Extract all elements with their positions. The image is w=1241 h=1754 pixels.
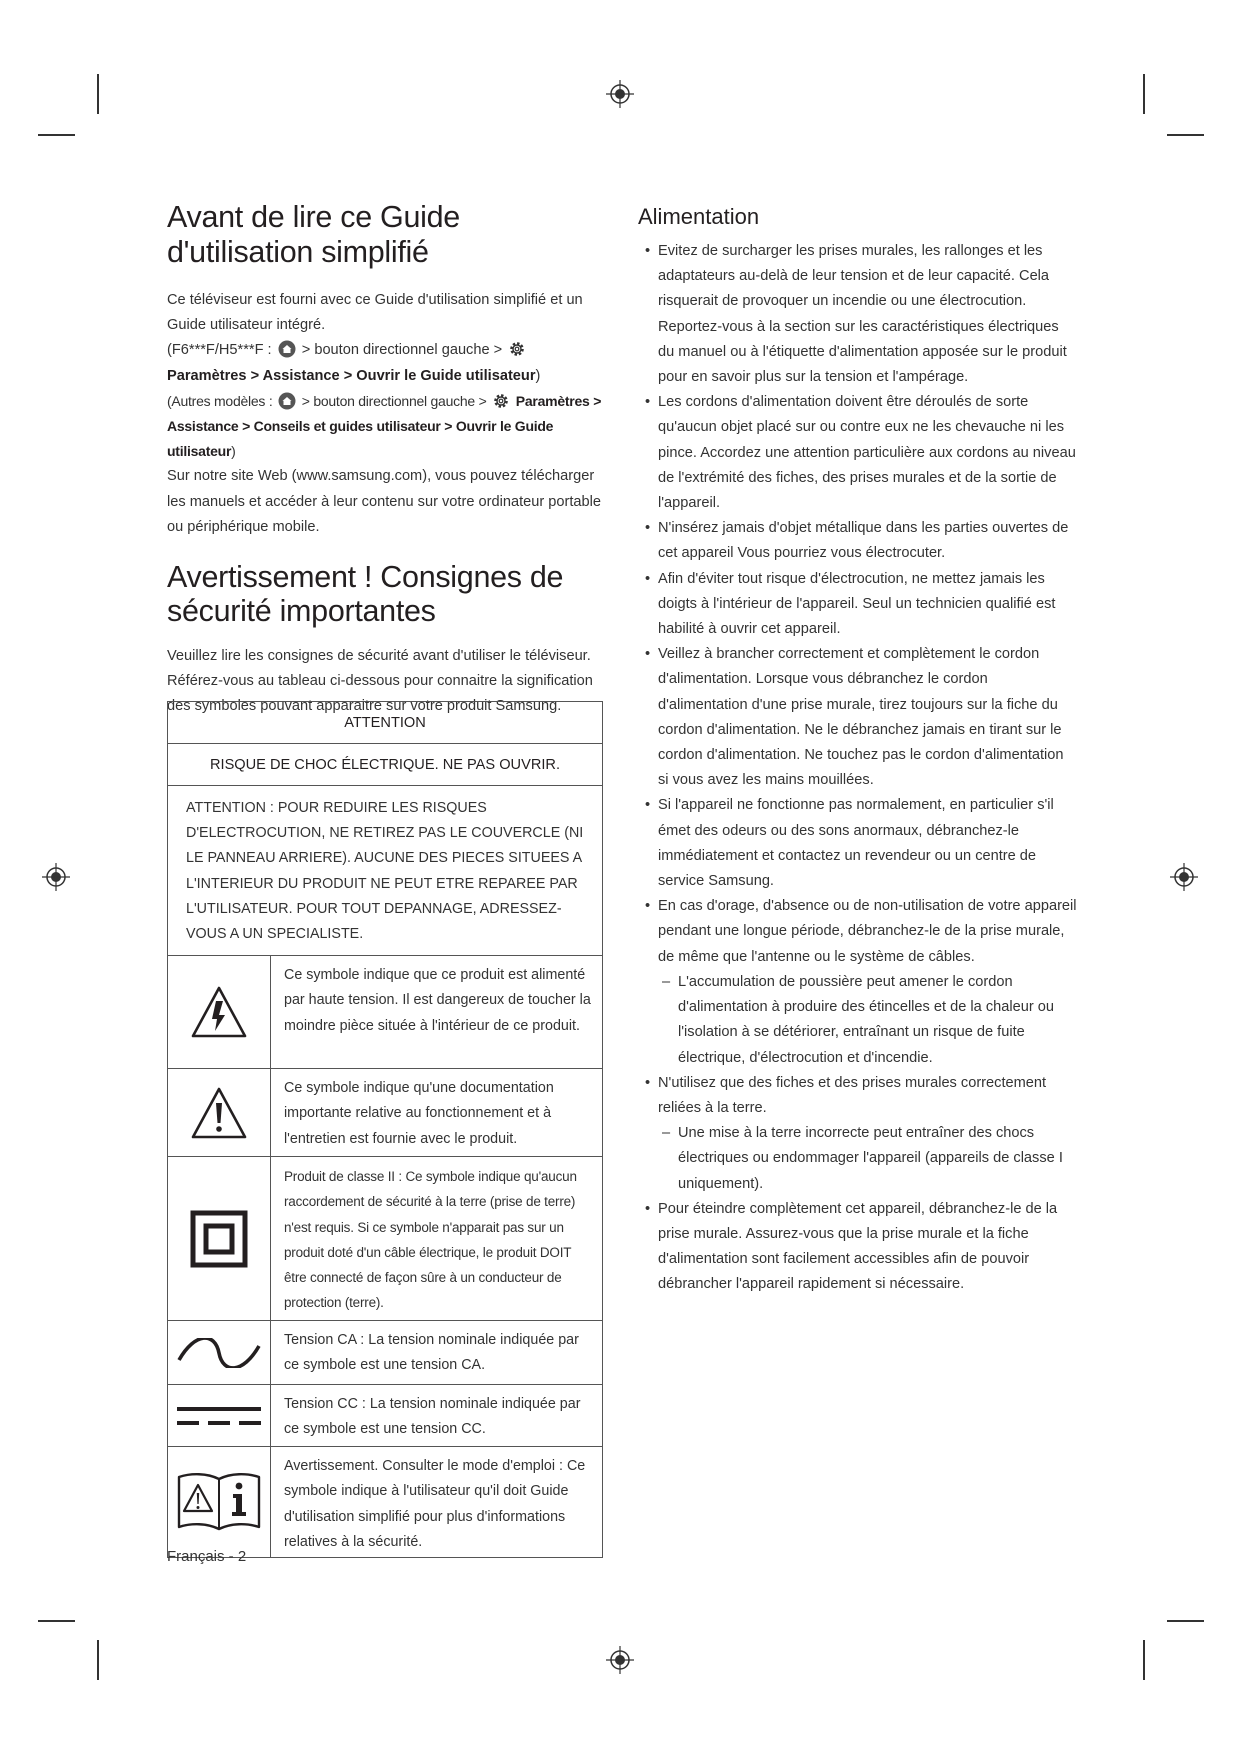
registration-mark-icon (606, 80, 634, 108)
list-item: • Veillez à brancher correctement et complètement le cordon d'alimentation. Lorsque vous débranchez le cordon d'alimentation d'une prise murale, tirez toujours sur la fiche du cordon d'alimentation. Ne le débranchez jamais en tirant sur le cordon d'alimentation. Ne touchez pas le cordon d'alimentation si vous avez les mains mouillées. (638, 642, 1078, 793)
table-risk-row: RISQUE DE CHOC ÉLECTRIQUE. NE PAS OUVRIR. (168, 744, 602, 786)
list-item: • N'utilisez que des fiches et des prises murales correctement reliées à la terre. – Une mise à la terre incorrecte peut entraîner des chocs électriques ou endommager l'appareil (appareils de classe I uniquement). (638, 1071, 1078, 1197)
crop-mark (1167, 1620, 1204, 1622)
dc-voltage-icon (175, 1401, 263, 1431)
registration-mark-icon (606, 1646, 634, 1674)
crop-mark (1143, 74, 1145, 114)
home-icon (278, 340, 296, 358)
crop-mark (38, 1620, 75, 1622)
menu-path-f6: (F6***F/H5***F : > bouton directionnel gauche > Paramètres > Assistance > Ouvrir le Guide utilisateur) (167, 342, 541, 384)
safety-title: Avertissement ! Consignes de sécurité importantes (167, 560, 564, 629)
list-item: • En cas d'orage, d'absence ou de non-utilisation de votre appareil pendant une longue période, débranchez-le de la prise murale, de même que l'antenne ou le système de câbles. – L'accumulation de poussière peut amener le cordon d'alimentation à produire des étincelles et de la chaleur ou l'isolation à se détériorer, entraînant un risque de fuite électrique, d'électrocution et d'incendie. (638, 894, 1078, 1070)
table-row: Avertissement. Consulter le mode d'emploi : Ce symbole indique à l'utilisateur qu'il doit Guide d'utilisation simplifié pour plus d'informations relatives à la sécurité. (168, 1447, 602, 1557)
safety-intro: Veuillez lire les consignes de sécurité avant d'utiliser le téléviseur. Référez-vous au tableau ci-dessous pour connaitre la signification des symboles pouvant apparaitre sur votre produit Samsung. (167, 648, 593, 715)
page-number: Français - 2 (167, 1548, 247, 1565)
menu-path-other: (Autres modèles : > bouton directionnel gauche > Paramètres > Assistance > Conseils et guides utilisateur > Ouvrir le Guide utilisateur) (167, 392, 602, 460)
table-row: Tension CC : La tension nominale indiquée par ce symbole est une tension CC. (168, 1385, 602, 1447)
list-item: • Si l'appareil ne fonctionne pas normalement, en particulier s'il émet des odeurs ou des sons anormaux, débranchez-le immédiatement et contactez un revendeur ou un centre de service Samsung. (638, 793, 1078, 894)
settings-gear-icon (492, 392, 510, 410)
table-row: Produit de classe II : Ce symbole indique qu'aucun raccordement de sécurité à la terre (prise de terre) n'est requis. Si ce symbole n'apparait pas sur un produit doté d'un câble électrique, le produit DOIT être connecté de façon sûre à un conducteur de protection (terre). (168, 1157, 602, 1321)
list-subitem: – L'accumulation de poussière peut amener le cordon d'alimentation à produire des étincelles et de la chaleur ou l'isolation à se détériorer, entraînant un risque de fuite électrique, d'électrocution et d'incendie. (658, 970, 1078, 1071)
list-item: • Afin d'éviter tout risque d'électrocution, ne mettez jamais les doigts à l'intérieur de l'appareil. Seul un technicien qualifié est habilité à ouvrir cet appareil. (638, 567, 1078, 643)
settings-gear-icon (508, 340, 526, 358)
registration-mark-icon (42, 863, 70, 891)
intro-text: Ce téléviseur est fourni avec ce Guide d'utilisation simplifié et un Guide utilisateur intégré. (167, 292, 583, 334)
page-title: Avant de lire ce Guide d'utilisation simplifié (167, 200, 460, 269)
table-row: Tension CA : La tension nominale indiquée par ce symbole est une tension CA. (168, 1321, 602, 1385)
high-voltage-icon (189, 984, 249, 1040)
exclamation-warning-icon (189, 1085, 249, 1141)
list-item: • Evitez de surcharger les prises murales, les rallonges et les adaptateurs au-delà de leur tension et de leur capacité. Cela risquerait de provoquer un incendie ou une électrocution. Reportez-vous à la section sur les caractéristiques électriques du manuel ou à l'étiquette d'alimentation apposée sur le produit pour en savoir plus sur la tension et l'ampérage. (638, 239, 1078, 390)
left-column (167, 200, 607, 720)
section-title-power: Alimentation (638, 204, 760, 229)
crop-mark (1143, 1640, 1145, 1680)
power-bullet-list (638, 239, 1078, 1298)
table-attention-row: ATTENTION (168, 702, 602, 744)
manual-info-icon (175, 1471, 263, 1533)
table-row: Ce symbole indique que ce produit est alimenté par haute tension. Il est dangereux de toucher la moindre pièce située à l'intérieur de ce produit. (168, 956, 602, 1069)
list-item: • N'insérez jamais d'objet métallique dans les parties ouvertes de cet appareil Vous pourriez vous électrocuter. (638, 516, 1078, 566)
home-icon (278, 392, 296, 410)
registration-mark-icon (1170, 863, 1198, 891)
symbol-table (167, 701, 603, 1558)
class-two-icon (189, 1209, 249, 1269)
table-row: Ce symbole indique qu'une documentation importante relative au fonctionnement et à l'entretien est fournie avec le produit. (168, 1069, 602, 1157)
ac-voltage-icon (175, 1338, 263, 1368)
crop-mark (1167, 134, 1204, 136)
crop-mark (97, 1640, 99, 1680)
website-text: Sur notre site Web (www.samsung.com), vous pouvez télécharger les manuels et accéder à leur contenu sur votre ordinateur portable ou périphérique mobile. (167, 468, 602, 535)
list-item: • Pour éteindre complètement cet appareil, débranchez-le de la prise murale. Assurez-vous que la prise murale et la fiche d'alimentation sont facilement accessibles afin de pouvoir débrancher l'appareil rapidement si nécessaire. (638, 1197, 1078, 1298)
list-item: • Les cordons d'alimentation doivent être déroulés de sorte qu'aucun objet placé sur ou contre eux ne les chevauche ni les pince. Accordez une attention particulière aux cordons au niveau de l'extrémité des fiches, des prises murales et de la sortie de l'appareil. (638, 390, 1078, 516)
crop-mark (97, 74, 99, 114)
crop-mark (38, 134, 75, 136)
right-column (638, 203, 1078, 1298)
list-subitem: – Une mise à la terre incorrecte peut entraîner des chocs électriques ou endommager l'appareil (appareils de classe I uniquement). (658, 1121, 1078, 1197)
table-warning-row: ATTENTION : POUR REDUIRE LES RISQUES D'ELECTROCUTION, NE RETIREZ PAS LE COUVERCLE (NI LE PANNEAU ARRIERE). AUCUNE DES PIECES SITUEES A L'INTERIEUR DU PRODUIT NE PEUT ETRE REPAREE PAR L'UTILISATEUR. POUR TOUT DEPANNAGE, ADRESSEZ-VOUS A UN SPECIALISTE. (168, 786, 602, 956)
